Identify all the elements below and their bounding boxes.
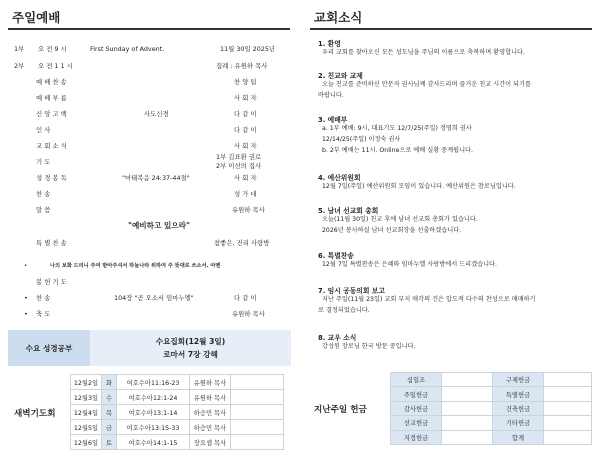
dawn-text: 여호수아11:16-23 xyxy=(117,375,190,390)
order-label: 교 회 소 식 xyxy=(36,142,67,150)
dawn-leader: 하승민 목사 xyxy=(190,420,231,435)
news-heading: 2. 친교와 교제 xyxy=(318,72,363,80)
news-line: b. 2부 예배는 11시. Online으로 예배 실황 중계됩니다. xyxy=(322,147,473,154)
order-leader: 다 같 이 xyxy=(234,110,257,118)
service-theme: First Sunday of Advent. xyxy=(90,45,165,53)
news-line: 로 결정되었습니다. xyxy=(318,307,370,314)
table-row xyxy=(71,375,284,390)
news-heading: 7. 임시 공동의회 보고 xyxy=(318,287,385,295)
news-line: 지난 주일(11월 23일) 교회 부지 매각의 건은 압도적 다수의 찬성으로 매매하기 xyxy=(322,296,536,303)
prayer-leader-2: 2부 이선의 집사 xyxy=(216,162,262,170)
service-time: 오 전 1 1 시 xyxy=(38,62,73,70)
bible-study-box xyxy=(8,330,291,366)
news-line: 12월 7일(주일) 예산위원회 모임이 있습니다. 예산위원은 참로님입니다. xyxy=(322,183,516,190)
news-heading: 6. 특별찬송 xyxy=(318,252,354,260)
news-header xyxy=(310,0,592,30)
dawn-day: 토 xyxy=(102,435,117,450)
order-leader: 유원하 목사 xyxy=(232,310,265,318)
news-line: a. 1부 예배: 9시, 대표기도 12/7/25(주일) 정영희 권사 xyxy=(322,125,472,132)
table-row xyxy=(391,430,592,444)
news-heading: 8. 교우 소식 xyxy=(318,334,357,342)
order-leader: 사 회 자 xyxy=(234,142,257,150)
service-number: 1부 xyxy=(14,45,25,53)
dawn-leader: 하승민 목사 xyxy=(190,405,231,420)
offering-amount xyxy=(544,387,592,401)
service-number: 2부 xyxy=(14,62,25,70)
order-label: 기 도 xyxy=(36,158,51,166)
special-hymn-group: 참좋은, 진리 사랑방 xyxy=(214,239,270,247)
news-line: 12/14/25(주일) 이정숙 권사 xyxy=(322,136,401,143)
prayer-leader-1: 1부 김표환 권로 xyxy=(216,153,262,161)
dawn-leader: 유원하 목사 xyxy=(190,390,231,405)
offering-type: 감사헌금 xyxy=(391,401,442,415)
offering-amount xyxy=(544,401,592,415)
dawn-blank xyxy=(231,405,284,420)
offering-amount xyxy=(442,387,493,401)
offering-note-bullet: • xyxy=(24,263,28,269)
offering-report-table xyxy=(390,372,592,445)
order-label: 인 사 xyxy=(36,126,51,134)
order-label: 봉 헌 기 도 xyxy=(36,278,67,286)
offering-amount xyxy=(442,416,493,430)
dawn-date: 12월5일 xyxy=(71,420,102,435)
table-row xyxy=(71,390,284,405)
table-row xyxy=(391,373,592,387)
offering-amount xyxy=(442,401,493,415)
offering-type: 건축헌금 xyxy=(493,401,544,415)
order-label: 예 배 찬 송 xyxy=(36,78,67,86)
order-leader: 유원하 목사 xyxy=(232,206,265,214)
order-label: 예 배 부 름 xyxy=(36,94,67,102)
dawn-day: 화 xyxy=(102,375,117,390)
news-line: 2026년 봉사하실 남녀 선교회장을 선출하겠습니다. xyxy=(322,227,462,234)
dawn-blank xyxy=(231,435,284,450)
dawn-blank xyxy=(231,390,284,405)
service-time: 오 전 9 시 xyxy=(38,45,67,53)
header-rule xyxy=(8,28,290,30)
dawn-prayer-label: 새벽기도회 xyxy=(14,409,56,419)
news-line: 12월 7일 특별찬송은 은혜와 임마누엘 사랑방에서 드리겠습니다. xyxy=(322,261,498,268)
dawn-day: 목 xyxy=(102,405,117,420)
news-line: 바랍니다. xyxy=(318,92,344,99)
bible-study-label: 수요 성경공부 xyxy=(25,344,73,353)
blessing-bullet: • xyxy=(24,310,28,318)
order-label: 찬 송 xyxy=(36,190,51,198)
offering-amount xyxy=(544,430,592,444)
order-leader: 사 회 자 xyxy=(234,94,257,102)
news-heading: 5. 남녀 선교회 총회 xyxy=(318,207,379,215)
table-row xyxy=(71,420,284,435)
dawn-date: 12월4일 xyxy=(71,405,102,420)
hymn-bullet: • xyxy=(24,294,28,302)
offering-amount xyxy=(544,373,592,387)
order-label: 찬 송 xyxy=(36,294,51,302)
table-row xyxy=(391,401,592,415)
dawn-day: 수 xyxy=(102,390,117,405)
dawn-prayer-table xyxy=(70,374,284,450)
news-heading: 3. 예배부 xyxy=(318,116,348,124)
order-label: 성 경 봉 독 xyxy=(36,174,67,182)
worship-header-title: 주일예배 xyxy=(12,10,61,25)
order-leader: 찬 양 팀 xyxy=(234,78,257,86)
offering-type: 선교헌금 xyxy=(391,416,442,430)
offering-type: 구제헌금 xyxy=(493,373,544,387)
dawn-date: 12월6일 xyxy=(71,435,102,450)
news-heading: 1. 환영 xyxy=(318,40,341,48)
dawn-date: 12월2일 xyxy=(71,375,102,390)
bible-study-label-cell xyxy=(8,330,90,366)
news-header-title: 교회소식 xyxy=(314,10,363,25)
service-officiant: 집례 : 유원하 목사 xyxy=(216,62,268,70)
service-date: 11월 30일 2025년 xyxy=(220,45,276,53)
order-detail: 사도신경 xyxy=(144,110,169,118)
order-leader: 다 같 이 xyxy=(234,126,257,134)
dawn-text: 여호수아13:1-14 xyxy=(117,405,190,420)
offering-type: 지정헌금 xyxy=(391,430,442,444)
offering-note: 나의 보화 드리니 주여 받아주셔서 하늘나라 위하여 주 뜻대로 쓰소서. 아멘 xyxy=(50,263,221,269)
news-line: 우리 교회를 찾아오신 모든 성도님을 주님의 이름으로 축복하며 환영합니다. xyxy=(322,49,525,56)
offering-amount xyxy=(442,430,493,444)
hymn-detail: 104장 "곧 오소서 임마누엘" xyxy=(114,294,194,302)
order-label: 특 별 찬 송 xyxy=(36,239,67,247)
offering-report-label: 지난주일 헌금 xyxy=(314,405,367,415)
offering-amount xyxy=(442,373,493,387)
offering-type: 주일헌금 xyxy=(391,387,442,401)
news-line: 오늘(11월 30일) 친교 후에 남녀 선교회 총회가 있습니다. xyxy=(322,216,478,223)
dawn-blank xyxy=(231,420,284,435)
header-rule xyxy=(310,28,592,30)
dawn-blank xyxy=(231,375,284,390)
news-line: 강성원 장로님 한국 방문 중입니다. xyxy=(322,343,416,350)
bible-study-line2: 로마서 7장 강해 xyxy=(163,350,218,359)
offering-amount xyxy=(544,416,592,430)
offering-type: 기타헌금 xyxy=(493,416,544,430)
bible-study-line1: 수요집회(12월 3일) xyxy=(155,337,226,346)
table-row xyxy=(391,416,592,430)
order-leader: 성 가 대 xyxy=(234,190,257,198)
dawn-text: 여호수아12:1-24 xyxy=(117,390,190,405)
dawn-text: 여호수아14:1-15 xyxy=(117,435,190,450)
dawn-date: 12월3일 xyxy=(71,390,102,405)
order-label: 신 앙 고 백 xyxy=(36,110,67,118)
scripture-reading: "마태복음 24:37-44절" xyxy=(122,174,190,182)
offering-type: 특별헌금 xyxy=(493,387,544,401)
order-leader: 사 회 자 xyxy=(234,174,257,182)
news-line: 오늘 친교를 준비하신 안문자 권사님께 감사드리며 즐거운 친교 시간이 되기를 xyxy=(322,81,531,88)
order-leader: 다 같 이 xyxy=(234,294,257,302)
order-label: 축 도 xyxy=(36,310,51,318)
table-row xyxy=(71,435,284,450)
table-row xyxy=(391,387,592,401)
order-label: 말 씀 xyxy=(36,206,51,214)
offering-type: 십일조 xyxy=(391,373,442,387)
dawn-day: 금 xyxy=(102,420,117,435)
dawn-leader: 유원하 목사 xyxy=(190,375,231,390)
worship-header xyxy=(8,0,290,30)
sermon-title: "예비하고 있으라" xyxy=(128,221,190,230)
news-heading: 4. 예산위원회 xyxy=(318,174,361,182)
dawn-text: 여호수아13:15-33 xyxy=(117,420,190,435)
offering-type: 합계 xyxy=(493,430,544,444)
table-row xyxy=(71,405,284,420)
dawn-leader: 장요셉 목사 xyxy=(190,435,231,450)
